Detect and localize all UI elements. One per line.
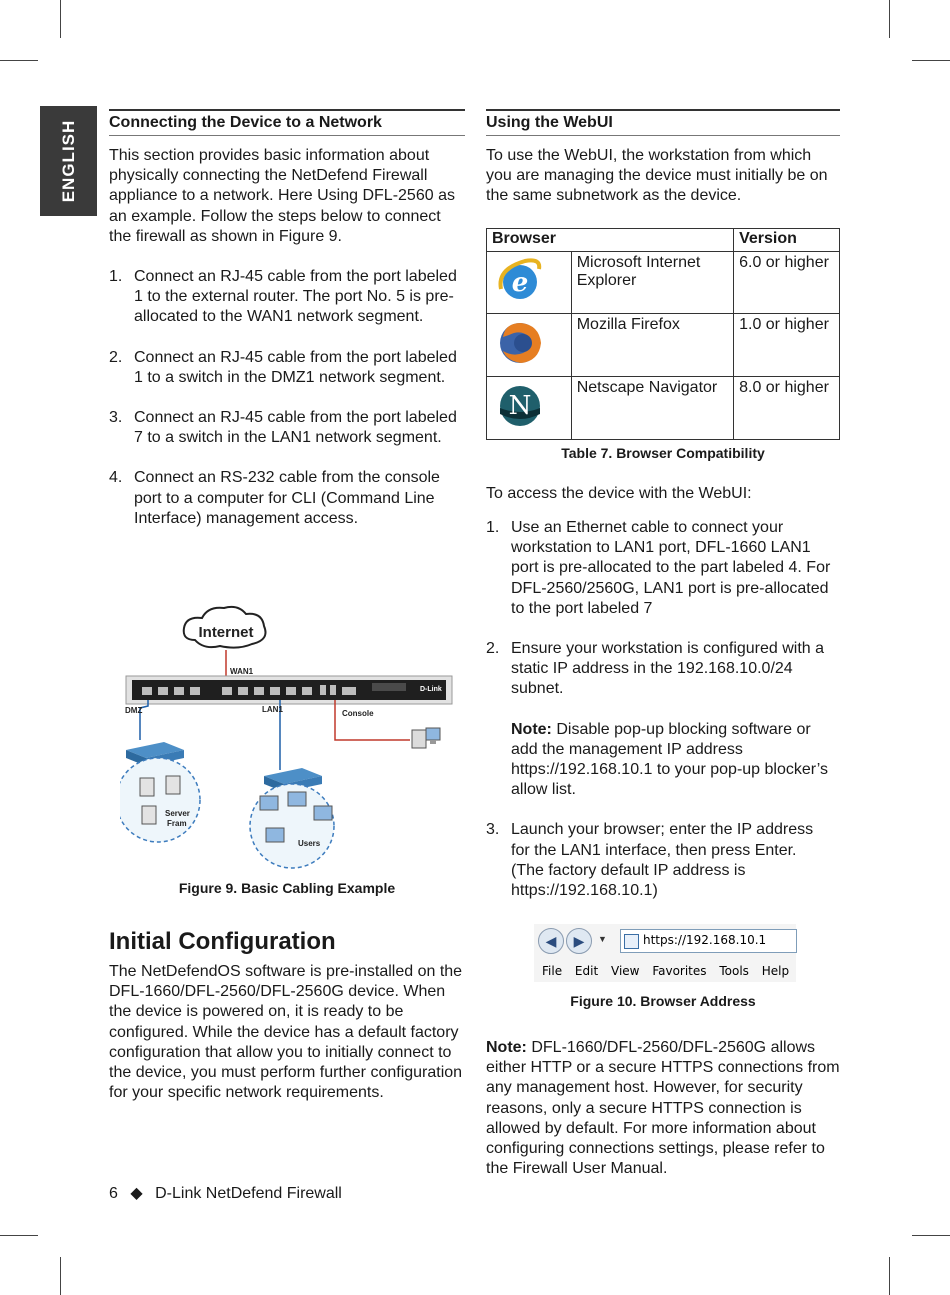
column-header: Version — [734, 228, 840, 251]
browser-icon-cell — [487, 376, 572, 439]
section-heading: Using the WebUI — [486, 109, 840, 136]
crop-mark — [0, 60, 38, 61]
list-item: 3. Connect an RJ-45 cable from the port labeled 7 to a switch in the LAN1 network segment. — [109, 409, 457, 447]
firefox-icon — [495, 317, 545, 367]
footer-title: D-Link NetDefend Firewall — [155, 1185, 342, 1202]
figure-caption: Figure 9. Basic Cabling Example — [178, 880, 396, 896]
webui-steps — [486, 518, 831, 901]
list-item: 1. Connect an RJ-45 cable from the port labeled 1 to the external router. The port No. 5 is pre-allocated to the WAN1 network segment. — [109, 268, 457, 326]
list-item: 4. Connect an RS-232 cable from the console port to a computer for CLI (Command Line Interface) management access. — [109, 469, 440, 527]
browser-address-figure — [534, 924, 796, 982]
list-item: 3. Launch your browser; enter the IP address for the LAN1 interface, then press Enter. (The factory default IP address is https://192.168.10.1) — [486, 821, 814, 900]
note-text: Disable pop-up blocking software or add the management IP address https://192.168.10.1 to your pop-up blocker’s allow list. — [511, 720, 828, 799]
crop-mark — [889, 1257, 890, 1295]
crop-mark — [912, 1235, 950, 1236]
initial-config-paragraph: The NetDefendOS software is pre-installed on the DFL-1660/DFL-2560/DFL-2560G device. When the device is powered on, it is ready to be configured. While the device has a default factory configuration that allow you to initially connect to the device, you must perform further configuration for your specific network requirements. — [109, 963, 463, 1102]
browser-name: Netscape Navigator — [571, 376, 733, 439]
crop-mark — [912, 60, 950, 61]
table-header-row — [487, 228, 840, 251]
connection-steps — [109, 267, 465, 529]
brand-label: D-Link — [420, 686, 442, 693]
list-item: 2. Ensure your workstation is configured with a static IP address in the 192.168.10.0/24 subnet. Note: Disable pop-up blocking software or add the management IP address https://192.168.10.1 to your pop-up blocker’s allow list. — [486, 639, 831, 800]
browser-version: 8.0 or higher — [734, 376, 840, 439]
note-popup — [511, 720, 831, 801]
figure-caption: Figure 10. Browser Address — [570, 993, 756, 1009]
svg-text:e: e — [511, 267, 529, 298]
internet-cloud — [184, 607, 266, 648]
crop-mark — [60, 1257, 61, 1295]
section-title: Initial Configuration — [109, 928, 336, 955]
page-icon — [624, 934, 639, 949]
table-row — [487, 313, 840, 376]
intro-paragraph: This section provides basic information about physically connecting the NetDefend Firewall appliance to a network. Here Using DFL-2560 as an example. Follow the steps below to connect the firewall as shown in Figure 9. — [109, 147, 455, 245]
menu-help[interactable]: Help — [761, 964, 790, 978]
list-item: 1. Use an Ethernet cable to connect your workstation to LAN1 port, DFL-1660 LAN1 port is pre-allocated to the part labeled 4. For DFL-2560/2560G, LAN1 port is pre-allocated to the port labeled 7 — [486, 519, 831, 617]
console-label: Console — [342, 709, 374, 718]
browser-version: 1.0 or higher — [734, 313, 840, 376]
page-number: 6 — [109, 1185, 118, 1202]
url-text: https://192.168.10.1 — [643, 933, 767, 947]
left-column — [109, 109, 465, 529]
history-dropdown-icon[interactable]: ▼ — [598, 934, 607, 944]
crop-mark — [889, 0, 890, 38]
menu-tools[interactable]: Tools — [719, 964, 749, 978]
users-label: Users — [298, 839, 321, 848]
table-row — [487, 376, 840, 439]
console-computer — [412, 728, 440, 748]
language-tab — [40, 106, 97, 216]
server-farm-label-1: Server — [165, 809, 190, 818]
section-heading: Connecting the Device to a Network — [109, 109, 465, 136]
note-paragraph — [486, 1038, 840, 1179]
server-farm — [120, 758, 200, 842]
footer-bullet: ◆ — [130, 1185, 143, 1202]
menu-favorites[interactable]: Favorites — [652, 964, 707, 978]
right-column — [486, 109, 840, 440]
back-button[interactable]: ◀ — [538, 928, 564, 954]
svg-text:N: N — [508, 390, 532, 421]
dmz-label: DMZ — [125, 706, 143, 715]
list-item: 2. Connect an RJ-45 cable from the port labeled 1 to a switch in the DMZ1 network segment. — [109, 348, 457, 386]
table-caption: Table 7. Browser Compatibility — [561, 445, 765, 461]
browser-icon-cell — [487, 251, 572, 313]
note-label: Note: — [486, 1039, 527, 1056]
menu-edit[interactable]: Edit — [574, 964, 599, 978]
menu-view[interactable]: View — [611, 964, 640, 978]
network-diagram — [120, 600, 460, 870]
netscape-icon — [495, 380, 545, 430]
server-farm-label-2: Fram — [167, 819, 187, 828]
firewall-appliance — [126, 676, 452, 704]
column-header: Browser — [487, 228, 734, 251]
note-text: DFL-1660/DFL-2560/DFL-2560G allows either HTTP or a secure HTTPS connections from any management host. However, for security reasons, only a secure HTTPS connection is allowed by default. For more information about configuring connections settings, please refer to the Firewall User Manual. — [486, 1039, 840, 1178]
address-bar[interactable] — [620, 929, 797, 953]
internet-label: Internet — [198, 624, 254, 641]
crop-mark — [60, 0, 61, 38]
crop-mark — [0, 1235, 38, 1236]
browser-version: 6.0 or higher — [734, 251, 840, 313]
table-row — [487, 251, 840, 313]
access-intro: To access the device with the WebUI: — [486, 485, 752, 502]
forward-button[interactable]: ▶ — [566, 928, 592, 954]
browser-icon-cell — [487, 313, 572, 376]
browser-name: Mozilla Firefox — [571, 313, 733, 376]
browser-name: Microsoft Internet Explorer — [571, 251, 733, 313]
internet-explorer-icon — [495, 255, 545, 305]
page-footer — [109, 1183, 342, 1203]
menu-file[interactable]: File — [542, 964, 563, 978]
language-tab-label: ENGLISH — [58, 119, 78, 203]
user-group — [250, 784, 334, 868]
note-label: Note: — [511, 720, 552, 738]
intro-paragraph: To use the WebUI, the workstation from which you are managing the device must initially be on the same subnetwork as the device. — [486, 147, 828, 205]
browser-table — [486, 228, 840, 440]
wan1-label: WAN1 — [230, 667, 254, 676]
lan1-label: LAN1 — [262, 705, 283, 714]
menu-bar — [542, 964, 789, 978]
